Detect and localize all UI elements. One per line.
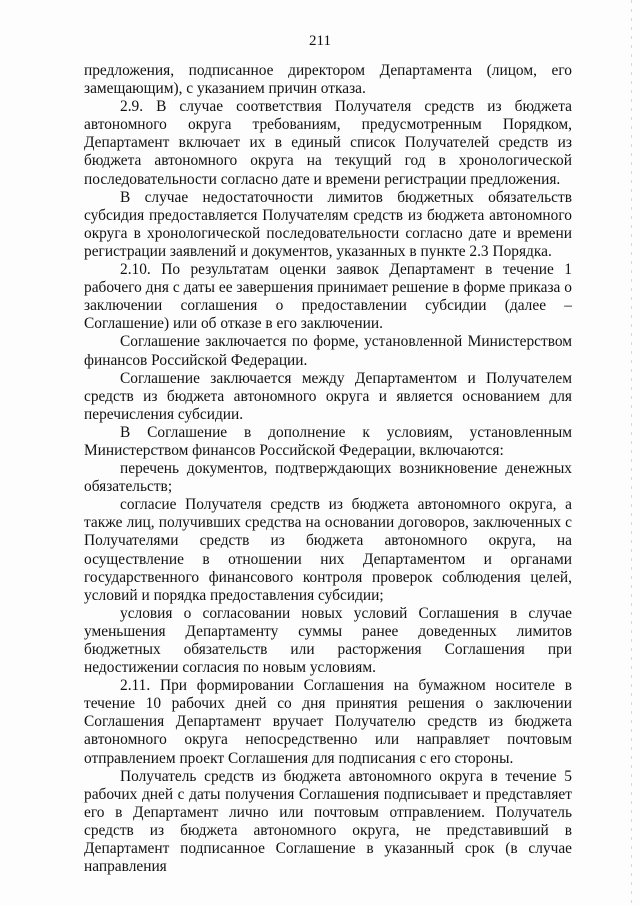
paragraph-agreement-parties: Соглашение заключается между Департаментом и Получателем средств из бюджета автономного округа и является основанием для перечисления субсидии. xyxy=(84,369,572,423)
document-body xyxy=(84,62,572,876)
paragraph-2-9: 2.9. В случае соответствия Получателя средств из бюджета автономного округа требованиям, предусмотренным Порядком, Департамент включает их в единый список Получателей средств из бюджета автономного округа на текущий год в хронологической последовательности согласно дате и времени регистрации предложения. xyxy=(84,98,572,188)
paragraph-agreement-conditions: В Соглашение в дополнение к условиям, установленным Министерством финансов Российской Федерации, включаются: xyxy=(84,423,572,459)
paragraph-consent: согласие Получателя средств из бюджета автономного округа, а также лиц, получивших средства на основании договоров, заключенных с Получателями средств из бюджета автономного округа, на осуществление в отношении них Департаментом и органами государственного финансового контроля проверок соблюдения целей, условий и порядка предоставления субсидии; xyxy=(84,496,572,604)
page-number: 211 xyxy=(309,33,331,49)
paragraph-continuation: предложения, подписанное директором Департамента (лицом, его замещающим), с указанием причин отказа. xyxy=(84,62,572,98)
paragraph-recipient-signing: Получатель средств из бюджета автономного округа в течение 5 рабочих дней с даты получения Соглашения подписывает и представляет его в Департамент лично или почтовым отправлением. Получатель средств из бюджета автономного округа, не представивший в Департамент подписанное Соглашение в указанный срок (в случае направления xyxy=(84,767,572,876)
paragraph-agreement-form: Соглашение заключается по форме, установленной Министерством финансов Российской Федерации. xyxy=(84,333,572,369)
paragraph-2-10: 2.10. По результатам оценки заявок Департамент в течение 1 рабочего дня с даты ее завершения принимает решение в форме приказа о заключении соглашения о предоставлении субсидии (далее – Соглашение) или об отказе в его заключении. xyxy=(84,261,572,333)
paragraph-documents-list: перечень документов, подтверждающих возникновение денежных обязательств; xyxy=(84,460,572,496)
paragraph-new-conditions: условия о согласовании новых условий Соглашения в случае уменьшения Департаменту суммы ранее доведенных лимитов бюджетных обязательств или расторжения Соглашения при недостижении согласия по новым условиям. xyxy=(84,604,572,677)
scan-edge-line xyxy=(631,0,632,905)
paragraph-limits: В случае недостаточности лимитов бюджетных обязательств субсидия предоставляется Получателям средств из бюджета автономного округа в хронологической последовательности согласно дате и времени регистрации заявлений и документов, указанных в пункте 2.3 Порядка. xyxy=(84,188,572,260)
paragraph-2-11: 2.11. При формировании Соглашения на бумажном носителе в течение 10 рабочих дней со дня принятия решения о заключении Соглашения Департамент вручает Получателю средств из бюджета автономного округа непосредственно или направляет почтовым отправлением проект Соглашения для подписания с его стороны. xyxy=(84,677,572,767)
